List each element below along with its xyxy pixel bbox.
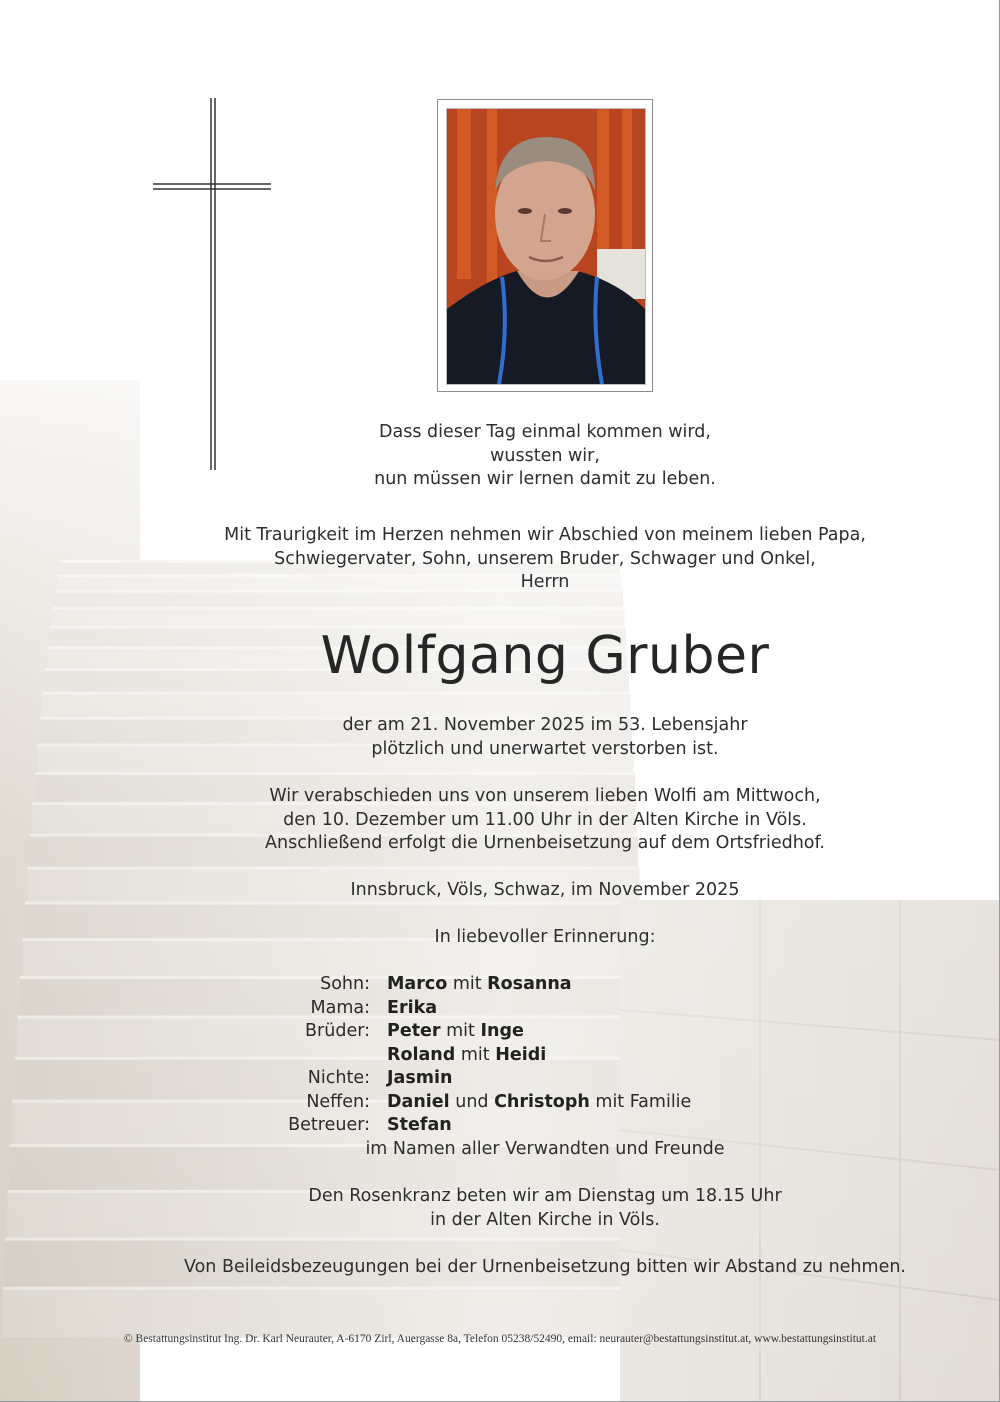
family-row bbox=[250, 1067, 850, 1091]
death-info bbox=[160, 714, 930, 761]
family-connector: mit bbox=[455, 1044, 496, 1065]
family-connector: mit bbox=[447, 974, 488, 994]
family-row bbox=[250, 1044, 850, 1068]
ceremony-line: Wir verabschieden uns von unserem lieben Wolfi am Mittwoch, bbox=[269, 786, 821, 806]
family-member-name: Erika bbox=[387, 997, 438, 1018]
rosary-info bbox=[160, 1185, 930, 1232]
family-row bbox=[250, 1114, 850, 1138]
poem-line: Dass dieser Tag einmal kommen wird, bbox=[379, 422, 711, 442]
relatives-line: im Namen aller Verwandten und Freunde bbox=[365, 1139, 725, 1159]
ceremony-line: Anschließend erfolgt die Urnenbeisetzung auf dem Ortsfriedhof. bbox=[265, 833, 825, 853]
portrait-frame bbox=[437, 99, 653, 392]
ceremony-info bbox=[160, 785, 930, 856]
family-list bbox=[250, 973, 850, 1138]
rosary-line: Den Rosenkranz beten wir am Dienstag um 18.15 Uhr bbox=[308, 1186, 782, 1206]
family-connector: mit Familie bbox=[589, 1091, 692, 1112]
family-member-name: Christoph bbox=[494, 1091, 590, 1112]
family-member-name: Stefan bbox=[387, 1115, 452, 1135]
poem bbox=[160, 421, 930, 492]
family-row bbox=[250, 1020, 850, 1044]
intro-line: Schwiegervater, Sohn, unserem Bruder, Schwager und Onkel, bbox=[274, 548, 816, 569]
cross-icon bbox=[150, 98, 274, 470]
family-row bbox=[250, 973, 850, 997]
portrait-photo bbox=[446, 108, 646, 385]
family-names bbox=[387, 1020, 850, 1044]
family-role bbox=[250, 1044, 387, 1068]
family-connector: und bbox=[449, 1091, 495, 1112]
family-role: Brüder: bbox=[305, 1021, 370, 1041]
family-member-name: Jasmin bbox=[387, 1068, 453, 1088]
place-date: Innsbruck, Völs, Schwaz, im November 2025 bbox=[350, 880, 740, 900]
family-member-name: Daniel bbox=[387, 1091, 450, 1112]
family-role: Nichte: bbox=[307, 1068, 370, 1088]
family-names bbox=[387, 1114, 850, 1138]
family-names bbox=[387, 997, 850, 1021]
intro-text bbox=[160, 524, 930, 595]
poem-line: wussten wir, bbox=[490, 445, 600, 466]
family-member-name: Heidi bbox=[495, 1044, 547, 1065]
family-member-name: Roland bbox=[387, 1044, 456, 1065]
family-names bbox=[387, 1067, 850, 1091]
family-role: Betreuer: bbox=[288, 1115, 370, 1135]
family-names bbox=[387, 1091, 850, 1115]
family-member-name: Rosanna bbox=[487, 974, 572, 994]
family-role: Neffen: bbox=[306, 1091, 370, 1112]
footer-imprint: © Bestattungsinstitut Ing. Dr. Karl Neurauter, A-6170 Zirl, Auergasse 8a, Telefon 05238/52490, email: neurauter@bestattungsinstitut.at, www.bestattungsinstitut.at bbox=[123, 1333, 877, 1345]
poem-line: nun müssen wir lernen damit zu leben. bbox=[374, 469, 716, 489]
death-line: plötzlich und unerwartet verstorben ist. bbox=[371, 738, 719, 759]
family-role: Sohn: bbox=[320, 974, 370, 994]
family-names bbox=[387, 973, 850, 997]
family-row bbox=[250, 1091, 850, 1115]
rosary-line: in der Alten Kirche in Völs. bbox=[430, 1209, 660, 1230]
family-connector: mit bbox=[440, 1021, 481, 1041]
family-member-name: Peter bbox=[387, 1021, 441, 1041]
memory-heading: In liebevoller Erinnerung: bbox=[434, 927, 656, 947]
family-member-name: Inge bbox=[480, 1021, 524, 1041]
death-line: der am 21. November 2025 im 53. Lebensjahr bbox=[342, 715, 748, 735]
family-member-name: Marco bbox=[387, 974, 448, 994]
intro-line: Mit Traurigkeit im Herzen nehmen wir Abschied von meinem lieben Papa, bbox=[224, 525, 866, 545]
deceased-name: Wolfgang Gruber bbox=[320, 626, 770, 686]
family-names bbox=[387, 1044, 850, 1068]
family-row bbox=[250, 997, 850, 1021]
ceremony-line: den 10. Dezember um 11.00 Uhr in der Alten Kirche in Völs. bbox=[283, 809, 807, 830]
family-role: Mama: bbox=[310, 997, 370, 1018]
condolence-note: Von Beileidsbezeugungen bei der Urnenbeisetzung bitten wir Abstand zu nehmen. bbox=[183, 1257, 906, 1277]
intro-line: Herrn bbox=[520, 572, 570, 592]
